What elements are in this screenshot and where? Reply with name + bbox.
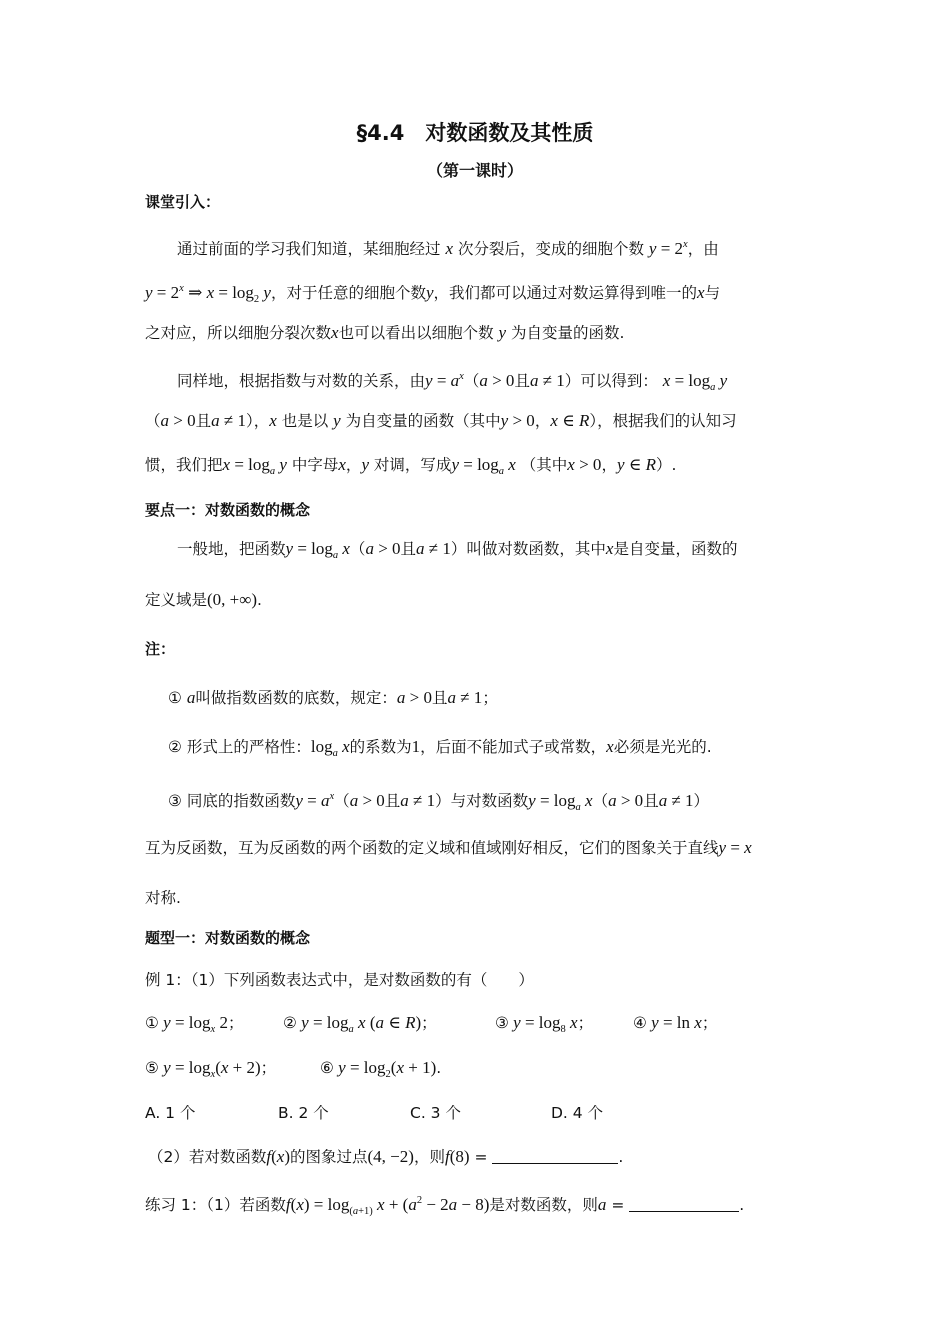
option-item-2: ② $y = \log_a x$ (a ∈ R)； xyxy=(283,1013,437,1035)
note-item-1: ① a叫做指数函数的底数，规定：a > 0且a ≠ 1； xyxy=(168,688,498,707)
example-1-part-2: （2）若对数函数f(x)的图象过点(4, −2)，则f(8) = . xyxy=(148,1147,624,1166)
option-item-4: ④ y = ln x； xyxy=(633,1013,718,1032)
choice-b: B. 2 个 xyxy=(278,1104,329,1122)
example-1-prompt: 例 1：（1）下列函数表达式中，是对数函数的有（ ） xyxy=(145,971,534,989)
intro-paragraph-line-4: 同样地，根据指数与对数的关系，由$y = a^x(a > 0$且a ≠ 1）可以得到： $x = \log_a y$ xyxy=(177,371,728,393)
intro-heading: 课堂引入： xyxy=(145,193,221,211)
note-item-3-continued: 互为反函数，互为反函数的两个函数的定义域和值域刚好相反，它们的图象关于直线y = x xyxy=(145,838,752,857)
intro-paragraph-line-2: $y = 2^x$ ⇒ $x = \log_2 y$，对于任意的细胞个数y，我们都可以通过对数运算得到唯一的x与 xyxy=(145,283,721,305)
choice-a: A. 1 个 xyxy=(145,1104,196,1122)
choice-d: D. 4 个 xyxy=(551,1104,604,1122)
option-item-6: ⑥ $y = \log_2(x + 1)$. xyxy=(320,1058,442,1080)
note-heading: 注： xyxy=(145,640,176,658)
concept-heading: 要点一：对数函数的概念 xyxy=(145,501,311,519)
note-item-2: ② 形式上的严格性：$\log_a x$的系数为1，后面不能加式子或常数，x必须是光光的. xyxy=(168,737,712,759)
concept-definition-line-1: 一般地，把函数$y = \log_a x(a > 0$且a ≠ 1）叫做对数函数，其中x是自变量，函数的 xyxy=(177,539,738,561)
page-subtitle: （第一课时） xyxy=(426,161,523,180)
option-item-1: ① $y = \log_x 2$； xyxy=(145,1013,244,1035)
practice-1: 练习 1：（1）若函数$f(x) = \log_{(a+1)} x + (a^2 - 2a - 8)$是对数函数，则a = . xyxy=(145,1195,745,1217)
note-item-3-end: 对称. xyxy=(145,889,181,907)
intro-paragraph-line-6: 惯，我们把$x = \log_a y$ 中字母x，y 对调，写成$y = \log_a x$ （其中x > 0，y ∈ R）. xyxy=(145,455,677,477)
choice-c: C. 3 个 xyxy=(410,1104,461,1122)
page-title: §4.4 对数函数及其性质 xyxy=(356,121,594,145)
answer-blank-1 xyxy=(492,1147,618,1164)
option-item-5: ⑤ $y = \log_x(x + 2)$； xyxy=(145,1058,277,1080)
option-item-3: ③ $y = \log_8 x$； xyxy=(495,1013,594,1035)
intro-paragraph-line-3: 之对应，所以细胞分裂次数x也可以看出以细胞个数 y 为自变量的函数. xyxy=(145,323,625,342)
exercise-heading: 题型一：对数函数的概念 xyxy=(145,929,311,947)
intro-paragraph-line-1: 通过前面的学习我们知道，某细胞经过 x 次分裂后，变成的细胞个数 $y = 2^x$，由 xyxy=(177,239,719,258)
intro-paragraph-line-5: （a > 0且a ≠ 1），x 也是以 y 为自变量的函数（其中y > 0，x ∈ R），根据我们的认知习 xyxy=(145,411,737,430)
note-item-3: ③ 同底的指数函数$y = a^x(a > 0$且a ≠ 1）与对数函数$y = \log_a x(a > 0$且a ≠ 1） xyxy=(168,791,710,813)
answer-blank-2 xyxy=(629,1195,739,1212)
concept-definition-line-2: 定义域是(0, +∞). xyxy=(145,590,262,609)
